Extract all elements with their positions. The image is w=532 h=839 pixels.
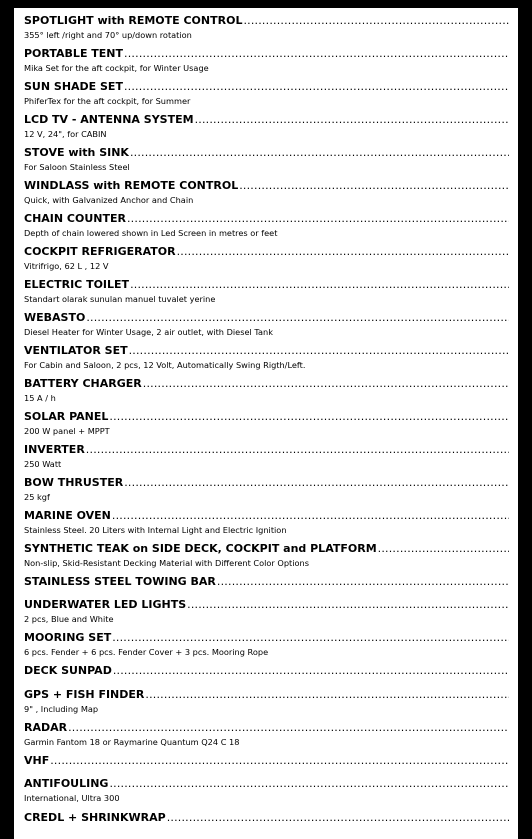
item-title-row xyxy=(24,80,509,93)
item-description: 15 A / h xyxy=(24,393,56,403)
item-title-row xyxy=(24,575,509,588)
dot-leader xyxy=(124,47,509,60)
list-item xyxy=(24,47,509,74)
list-item xyxy=(24,410,509,437)
list-item xyxy=(24,212,509,239)
equipment-list-page xyxy=(14,8,518,839)
item-title-row xyxy=(24,542,509,555)
dot-leader xyxy=(130,146,509,159)
item-description: 25 kgf xyxy=(24,492,50,502)
item-title-row xyxy=(24,113,509,126)
item-title-row xyxy=(24,377,509,390)
item-title: STAINLESS STEEL TOWING BAR xyxy=(24,575,216,588)
dot-leader xyxy=(129,344,509,357)
dot-leader xyxy=(50,754,509,767)
item-title: WEBASTO xyxy=(24,311,86,324)
list-item xyxy=(24,598,509,625)
item-title: SUN SHADE SET xyxy=(24,80,123,93)
item-description: Non-slip, Skid-Resistant Decking Material with Different Color Options xyxy=(24,558,309,568)
dot-leader xyxy=(86,443,509,456)
dot-leader xyxy=(112,631,509,644)
list-item xyxy=(24,146,509,173)
item-description: For Saloon Stainless Steel xyxy=(24,162,130,172)
item-title-row xyxy=(24,278,509,291)
item-title: ANTIFOULING xyxy=(24,777,109,790)
item-description: 200 W panel + MPPT xyxy=(24,426,110,436)
item-title-row xyxy=(24,47,509,60)
dot-leader xyxy=(167,811,509,824)
item-description: 6 pcs. Fender + 6 pcs. Fender Cover + 3 pcs. Mooring Rope xyxy=(24,647,269,657)
item-title-row xyxy=(24,476,509,489)
list-item xyxy=(24,14,509,41)
dot-leader xyxy=(195,113,509,126)
item-title-row xyxy=(24,344,509,357)
item-title: UNDERWATER LED LIGHTS xyxy=(24,598,187,611)
item-title: WINDLASS with REMOTE CONTROL xyxy=(24,179,239,192)
list-item xyxy=(24,311,509,338)
item-description: 9" , Including Map xyxy=(24,704,99,714)
dot-leader xyxy=(187,598,509,611)
item-title: VHF xyxy=(24,754,50,767)
list-item xyxy=(24,688,509,715)
item-title: VENTILATOR SET xyxy=(24,344,128,357)
item-description: 250 Watt xyxy=(24,459,62,469)
list-item xyxy=(24,811,509,824)
item-title-row xyxy=(24,688,509,701)
item-description: Diesel Heater for Winter Usage, 2 air outlet, with Diesel Tank xyxy=(24,327,273,337)
item-title-row xyxy=(24,443,509,456)
item-title-row xyxy=(24,509,509,522)
dot-leader xyxy=(130,278,509,291)
item-title: RADAR xyxy=(24,721,68,734)
dot-leader xyxy=(68,721,509,734)
dot-leader xyxy=(109,777,509,790)
item-description: Standart olarak sunulan manuel tuvalet yerine xyxy=(24,294,216,304)
item-title: STOVE with SINK xyxy=(24,146,129,159)
item-title-row xyxy=(24,721,509,734)
item-description: Quick, with Galvanized Anchor and Chain xyxy=(24,195,194,205)
item-title: BOW THRUSTER xyxy=(24,476,124,489)
list-item xyxy=(24,113,509,140)
list-item xyxy=(24,377,509,404)
dot-leader xyxy=(378,542,509,555)
item-description: Depth of chain lowered shown in Led Screen in metres or feet xyxy=(24,228,278,238)
list-item xyxy=(24,664,509,677)
dot-leader xyxy=(177,245,509,258)
item-title-row xyxy=(24,811,509,824)
item-description: International, Ultra 300 xyxy=(24,793,120,803)
item-title: COCKPIT REFRIGERATOR xyxy=(24,245,176,258)
dot-leader xyxy=(243,14,509,27)
item-title: ELECTRIC TOILET xyxy=(24,278,130,291)
item-title: GPS + FISH FINDER xyxy=(24,688,145,701)
item-title: DECK SUNPAD xyxy=(24,664,112,677)
item-title: CREDL + SHRINKWRAP xyxy=(24,811,166,824)
list-item xyxy=(24,476,509,503)
item-description: Vitrifrigo, 62 L , 12 V xyxy=(24,261,109,271)
dot-leader xyxy=(217,575,509,588)
dot-leader xyxy=(86,311,509,324)
list-item xyxy=(24,278,509,305)
item-title-row xyxy=(24,311,509,324)
dot-leader xyxy=(113,664,509,677)
item-description: 12 V, 24", for CABIN xyxy=(24,129,107,139)
item-description: Mika Set for the aft cockpit, for Winter Usage xyxy=(24,63,209,73)
item-title: SPOTLIGHT with REMOTE CONTROL xyxy=(24,14,243,27)
list-item xyxy=(24,509,509,536)
item-title-row xyxy=(24,410,509,423)
dot-leader xyxy=(127,212,509,225)
item-title-row xyxy=(24,598,509,611)
dot-leader xyxy=(145,688,509,701)
item-description: 355° left /right and 70° up/down rotation xyxy=(24,30,192,40)
list-item xyxy=(24,245,509,272)
list-item xyxy=(24,443,509,470)
item-description: Stainless Steel. 20 Liters with Internal Light and Electric Ignition xyxy=(24,525,287,535)
item-title-row xyxy=(24,631,509,644)
item-description: For Cabin and Saloon, 2 pcs, 12 Volt, Automatically Swing Rigth/Left. xyxy=(24,360,306,370)
item-title-row xyxy=(24,664,509,677)
dot-leader xyxy=(124,476,509,489)
item-description: Garmin Fantom 18 or Raymarine Quantum Q24 C 18 xyxy=(24,737,240,747)
dot-leader xyxy=(112,509,509,522)
list-item xyxy=(24,80,509,107)
item-title-row xyxy=(24,146,509,159)
list-item xyxy=(24,754,509,767)
item-title: BATTERY CHARGER xyxy=(24,377,142,390)
item-title: LCD TV - ANTENNA SYSTEM xyxy=(24,113,194,126)
list-item xyxy=(24,777,509,804)
item-title-row xyxy=(24,754,509,767)
item-title-row xyxy=(24,212,509,225)
item-title: PORTABLE TENT xyxy=(24,47,124,60)
item-title-row xyxy=(24,245,509,258)
item-title-row xyxy=(24,777,509,790)
list-item xyxy=(24,179,509,206)
item-title: SOLAR PANEL xyxy=(24,410,109,423)
item-title-row xyxy=(24,14,509,27)
dot-leader xyxy=(143,377,509,390)
item-title: CHAIN COUNTER xyxy=(24,212,126,225)
list-item xyxy=(24,575,509,588)
item-title-row xyxy=(24,179,509,192)
list-item xyxy=(24,631,509,658)
item-title: SYNTHETIC TEAK on SIDE DECK, COCKPIT and PLATFORM xyxy=(24,542,377,555)
dot-leader xyxy=(109,410,509,423)
dot-leader xyxy=(239,179,509,192)
dot-leader xyxy=(124,80,509,93)
item-title: INVERTER xyxy=(24,443,85,456)
list-item xyxy=(24,542,509,569)
list-item xyxy=(24,721,509,748)
item-description: PhiferTex for the aft cockpit, for Summer xyxy=(24,96,191,106)
item-title: MARINE OVEN xyxy=(24,509,111,522)
list-item xyxy=(24,344,509,371)
item-title: MOORING SET xyxy=(24,631,112,644)
item-description: 2 pcs, Blue and White xyxy=(24,614,114,624)
